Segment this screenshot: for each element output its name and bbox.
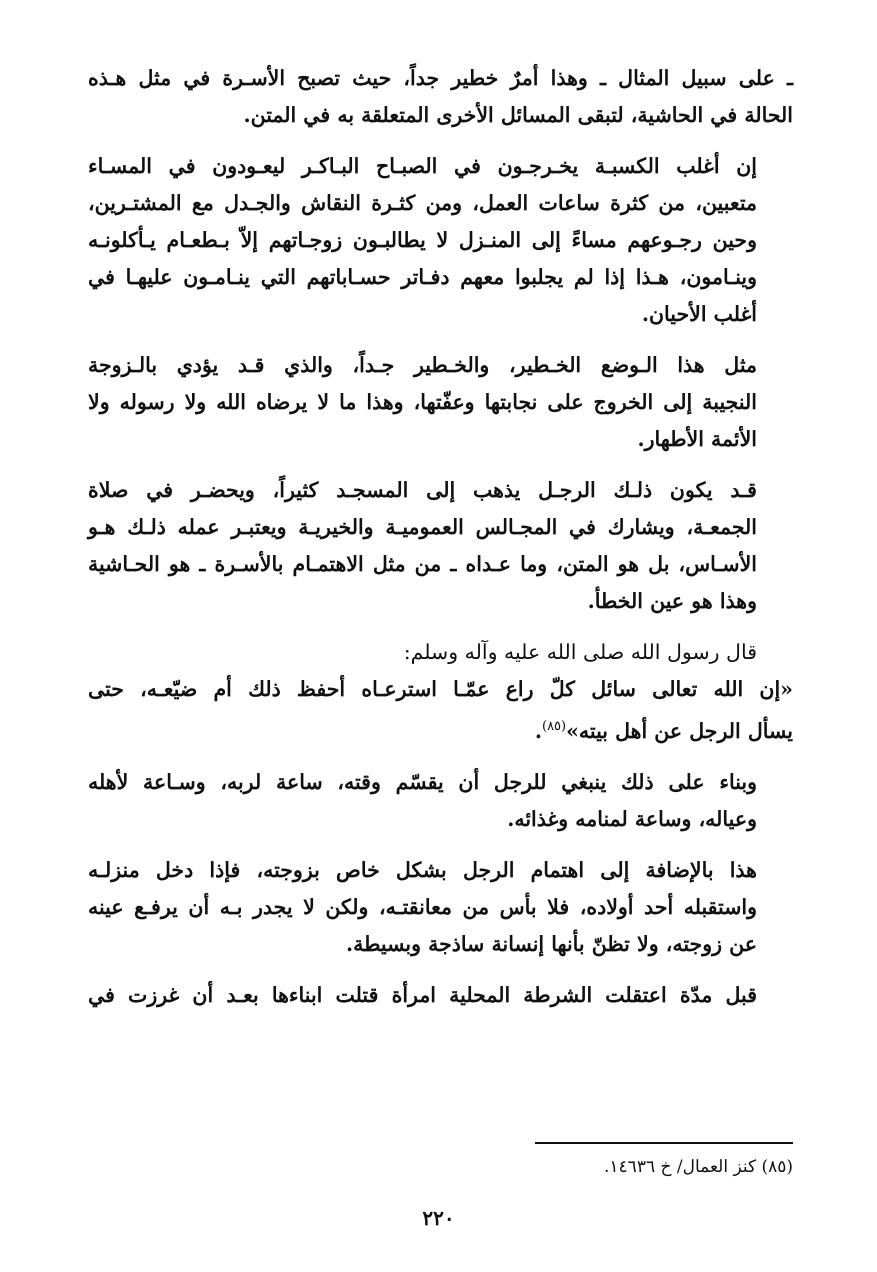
text-line: هذا بالإضافة إلى اهتمام الرجل بشكل خاص بزوجته، فإذا دخل منزلـه [88,857,757,882]
paragraph-7 [88,977,793,1014]
text-line: واستقبله أحد أولاده، فلا بأس من معانقتـه، ولكن لا يجدر بـه أن يرفـع عينه [88,894,757,919]
footnote-reference[interactable]: (٨٥) [541,719,567,734]
paragraph-3 [88,347,793,458]
text-line: عن زوجته، ولا تظنّ بأنها إنسانة ساذجة وبسيطة. [345,931,757,956]
quote-text: يسأل الرجل عن أهل بيته» [566,718,793,743]
page-body [88,60,793,1028]
footnote-divider [535,1142,793,1144]
text-line: إن أغلب الكسبـة يخـرجـون في الصبـاح البـاكـر ليعـودون في المسـاء [88,154,757,178]
text-line [88,708,793,750]
text-line: النجيبة إلى الخروج على نجابتها وعفّتها، وهذا ما لا يرضاه الله ولا رسوله ولا [88,390,757,414]
text-line: الأسـاس، بل هو المتن، وما عـداه ـ من مثل الاهتمـام بالأسـرة ـ هو الحـاشية [88,552,757,576]
text-line: وهذا هو عين الخطأ. [587,589,757,613]
text-line: الأئمة الأطهار. [637,427,757,451]
paragraph-1 [88,60,793,134]
text-line: «إن الله تعالى سائل كلّ راع عمّـا استرعـاه أحفظ ذلك أم ضيّعـه، حتى [88,677,793,701]
hadith-quote [88,671,793,750]
paragraph-6 [88,852,793,963]
quote-end: . [534,718,542,743]
text-line: الحالة في الحاشية، لتبقى المسائل الأخرى المتعلقة به في المتن. [243,103,793,127]
text-line: أغلب الأحيان. [641,302,757,326]
paragraph-2 [88,148,793,333]
text-line: وعياله، وساعة لمنامه وغذائه. [507,806,757,831]
text-line: الجمعـة، ويشارك في المجـالس العموميـة والخيريـة ويعتبـر عمله ذلـك هـو [88,515,757,539]
footnote: (٨٥) كنز العمال/ خ ١٤٦٣٦. [604,1157,793,1177]
paragraph-4 [88,472,793,620]
text-line: وحين رجـوعهم مساءً إلى المنـزل لا يطالبـون زوجـاتهم إلاّ بـطعـام يـأكلونـه [88,228,757,252]
text-line: وينـامون، هـذا إذا لم يجلبوا معهم دفـاتر حسـاباتهم التي ينـامـون عليهـا في [88,265,757,289]
hadith-intro: قال رسول الله صلى الله عليه وآله وسلم: [403,640,757,664]
page-number: ٢٢٠ [422,1206,455,1230]
text-line: قبل مدّة اعتقلت الشرطة المحلية امرأة قتلت ابناءها بعـد أن غرزت في [88,982,757,1007]
paragraph-5 [88,764,793,838]
text-line: وبناء على ذلك ينبغي للرجل أن يقسّم وقته، ساعة لربه، وسـاعة لأهله [88,769,757,794]
text-line: قـد يكون ذلـك الرجـل يذهب إلى المسجـد كثيراً، ويحضـر في صلاة [88,478,757,502]
text-line: متعبين، من كثرة ساعات العمل، ومن كثـرة النقاش والجـدل مع المشتـرين، [88,191,757,215]
text-line: ـ على سبيل المثال ـ وهذا أمرٌ خطير جداً، حيث تصبح الأسـرة في مثل هـذه [88,66,793,90]
text-line: مثل هذا الـوضع الخـطير، والخـطير جـداً، والذي قـد يؤدي بالـزوجة [88,353,757,377]
